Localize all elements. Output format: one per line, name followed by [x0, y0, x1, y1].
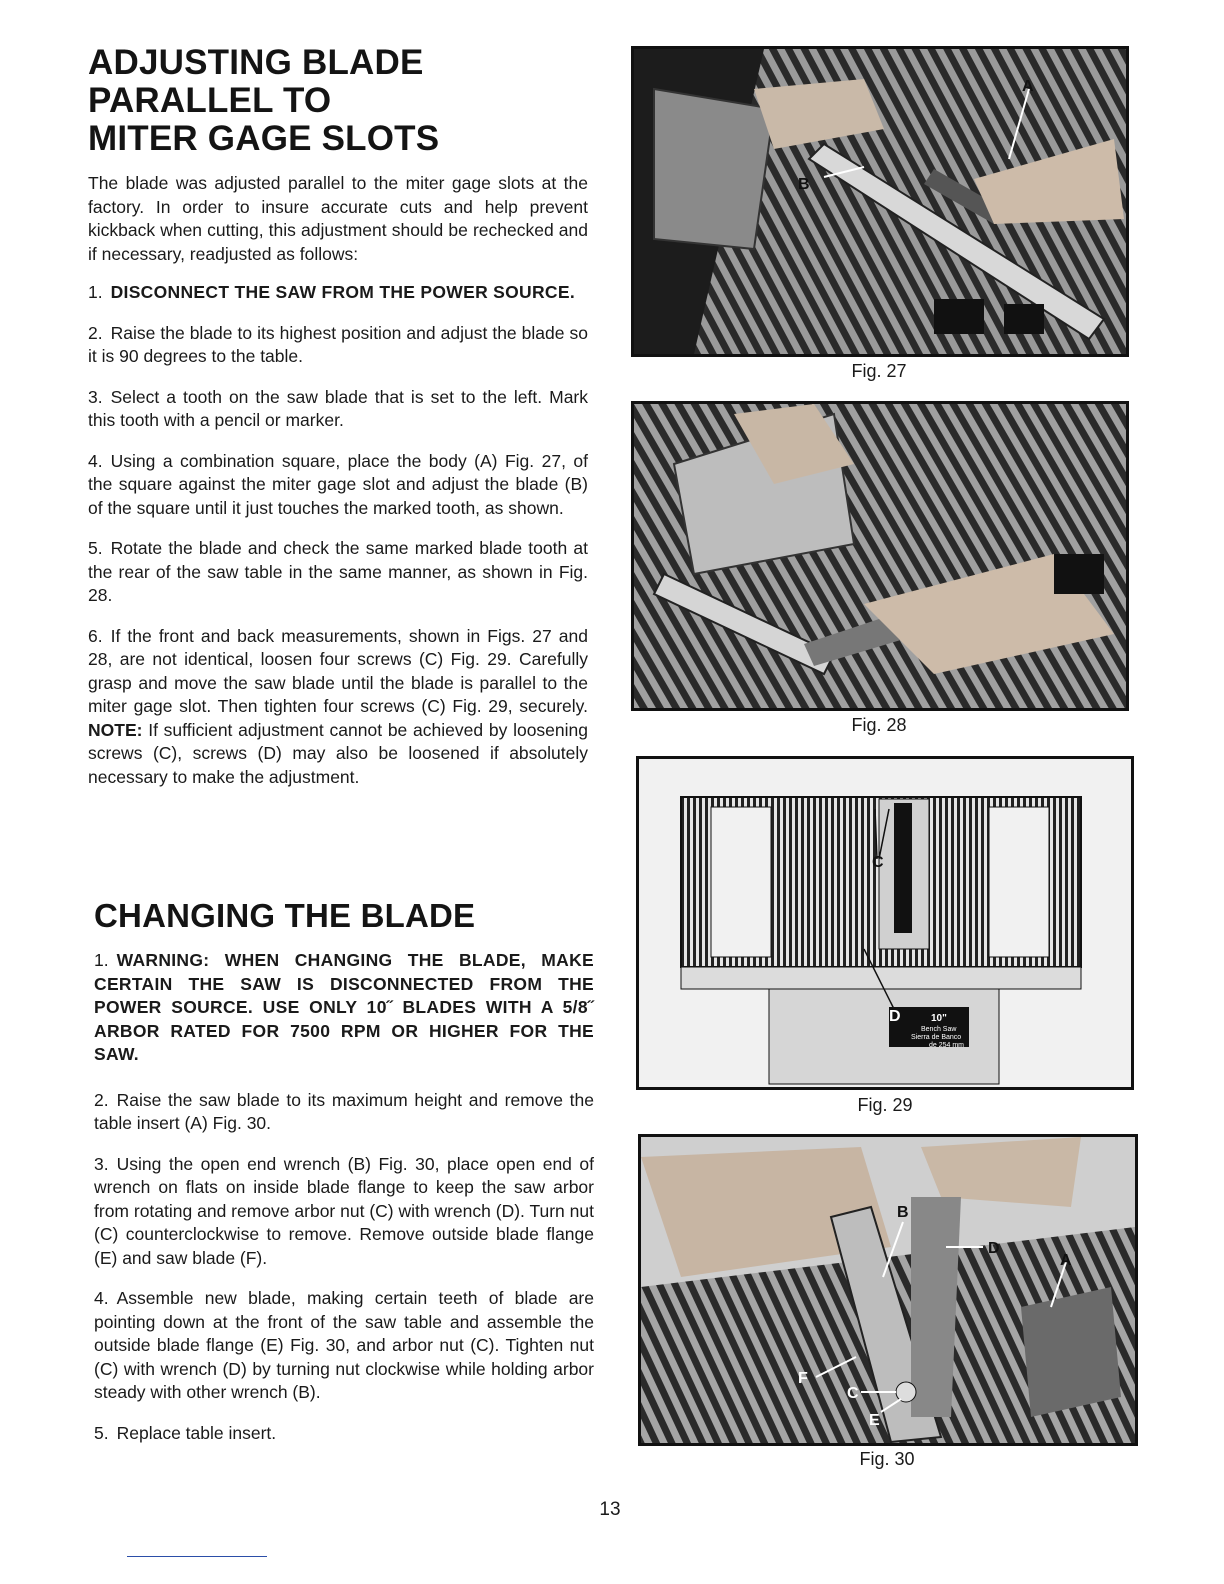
step-number: 5. — [94, 1422, 109, 1443]
section1-title-line3: MITER GAGE SLOTS — [88, 119, 440, 158]
fig30-label-f: F — [798, 1370, 808, 1387]
fig29-plate-line2: Sierra de Banco — [911, 1034, 962, 1041]
step-number: 4. — [88, 450, 103, 471]
fig29-plate-line1: Bench Saw — [921, 1026, 957, 1033]
step-text: Using the open end wrench (B) Fig. 30, place open end of wrench on flats on inside blade flange to keep the saw arbor from rotating and remove arbor nut (C) with wrench (D). Turn nut (C) counterclockwise to remove. Remove outside blade flange (E) and saw blade (F). — [94, 1153, 594, 1268]
fig29-plate-size: 10" — [931, 1013, 947, 1024]
section-changing-blade — [94, 897, 594, 1445]
section2-step-1 — [94, 949, 594, 1067]
step-number: 3. — [94, 1153, 109, 1174]
fig29-illustration — [639, 759, 1131, 1087]
section1-step-2 — [88, 322, 588, 369]
step-text: Rotate the blade and check the same marked blade tooth at the rear of the saw table in the same manner, as shown in Fig. 28. — [88, 538, 588, 605]
fig27-illustration — [634, 49, 1126, 354]
fig29-label-d: D — [889, 1008, 901, 1025]
fig27-label-a: A — [1022, 78, 1034, 95]
fig30-illustration — [641, 1137, 1135, 1443]
step-text: Replace table insert. — [116, 1422, 277, 1443]
figure-27-photo — [631, 46, 1129, 357]
section2-title: CHANGING THE BLADE — [94, 897, 476, 934]
section2-step-4 — [94, 1287, 594, 1405]
figure-28-photo — [631, 401, 1129, 711]
fig30-label-d: D — [988, 1240, 1000, 1257]
section1-intro: The blade was adjusted parallel to the miter gage slots at the factory. In order to insure accurate cuts and help prevent kickback when cutting, this adjustment should be rechecked and if necessary, readjusted as follows: — [88, 173, 588, 264]
step-number: 2. — [88, 322, 103, 343]
step-text: If the front and back measurements, shown in Figs. 27 and 28, are not identical, loosen four screws (C) Fig. 29. Carefully grasp and move the saw blade until the blade is parallel to the miter gage slot. Then tighten four screws (C) Fig. 29, securely. — [88, 625, 588, 716]
step-number: 1. — [94, 950, 109, 970]
fig28-caption: Fig. 28 — [851, 715, 907, 735]
figure-29-photo — [636, 756, 1134, 1090]
fig27-label-b: B — [798, 176, 810, 193]
section1-title — [88, 44, 588, 158]
section1-title-line2: PARALLEL TO — [88, 81, 332, 120]
step-text: Using a combination square, place the body (A) Fig. 27, of the square against the miter gage slot and adjust the blade (B) of the square until it just touches the marked tooth, as shown. — [88, 450, 588, 518]
step-text: Raise the saw blade to its maximum height and remove the table insert (A) Fig. 30. — [94, 1089, 594, 1133]
section1-step-3 — [88, 386, 588, 433]
fig30-label-e: E — [869, 1412, 880, 1429]
section1-step-5 — [88, 537, 588, 608]
note-label: NOTE: — [88, 719, 143, 740]
step-number: 4. — [94, 1288, 109, 1308]
section2-step-3 — [94, 1153, 594, 1271]
footer-link-underline — [127, 1556, 267, 1557]
step-number: 2. — [94, 1089, 109, 1110]
fig29-label-c: C — [872, 854, 884, 871]
warning-text: WARNING: WHEN CHANGING THE BLADE, MAKE CERTAIN THE SAW IS DISCONNECTED FROM THE POWER SOURCE. USE ONLY 10˝ BLADES WITH A 5/8˝ ARBOR RATED FOR 7500 RPM OR HIGHER FOR THE SAW. — [94, 950, 594, 1064]
section2-step-5 — [94, 1422, 594, 1446]
fig30-caption: Fig. 30 — [859, 1449, 915, 1469]
step-text: Raise the blade to its highest position and adjust the blade so it is 90 degrees to the table. — [88, 322, 588, 366]
step-number: 1. — [88, 282, 103, 302]
step-text: DISCONNECT THE SAW FROM THE POWER SOURCE. — [110, 282, 576, 302]
fig30-label-c: C — [847, 1385, 859, 1402]
figure-30-photo — [638, 1134, 1138, 1446]
section1-step-1 — [88, 281, 588, 305]
fig29-caption: Fig. 29 — [857, 1095, 913, 1115]
step-text: Select a tooth on the saw blade that is set to the left. Mark this tooth with a pencil or marker. — [88, 386, 588, 430]
step-number: 3. — [88, 386, 103, 407]
step-number: 5. — [88, 538, 103, 558]
step-text-after-note: If sufficient adjustment cannot be achieved by loosening screws (C), screws (D) may also be loosened if absolutely necessary to make the adjustment. — [88, 719, 588, 787]
section1-step-4 — [88, 450, 588, 521]
fig29-plate-line3: de 254 mm — [929, 1042, 965, 1049]
section-adjusting-blade — [88, 44, 588, 789]
fig27-caption: Fig. 27 — [851, 361, 907, 381]
step-number: 6. — [88, 625, 103, 646]
page-number: 13 — [599, 1499, 621, 1520]
fig30-label-a: A — [1060, 1252, 1072, 1269]
section1-title-line1: ADJUSTING BLADE — [88, 43, 424, 82]
section2-step-2 — [94, 1089, 594, 1136]
fig28-illustration — [634, 404, 1126, 708]
section1-step-6 — [88, 625, 588, 790]
fig30-label-b: B — [897, 1204, 909, 1221]
step-text: Assemble new blade, making certain teeth of blade are pointing down at the front of the saw table and assemble the outside blade flange (E) Fig. 30, and arbor nut (C). Tighten nut (C) with wrench (D) by turning nut clockwise while holding arbor steady with other wrench (B). — [94, 1288, 594, 1402]
